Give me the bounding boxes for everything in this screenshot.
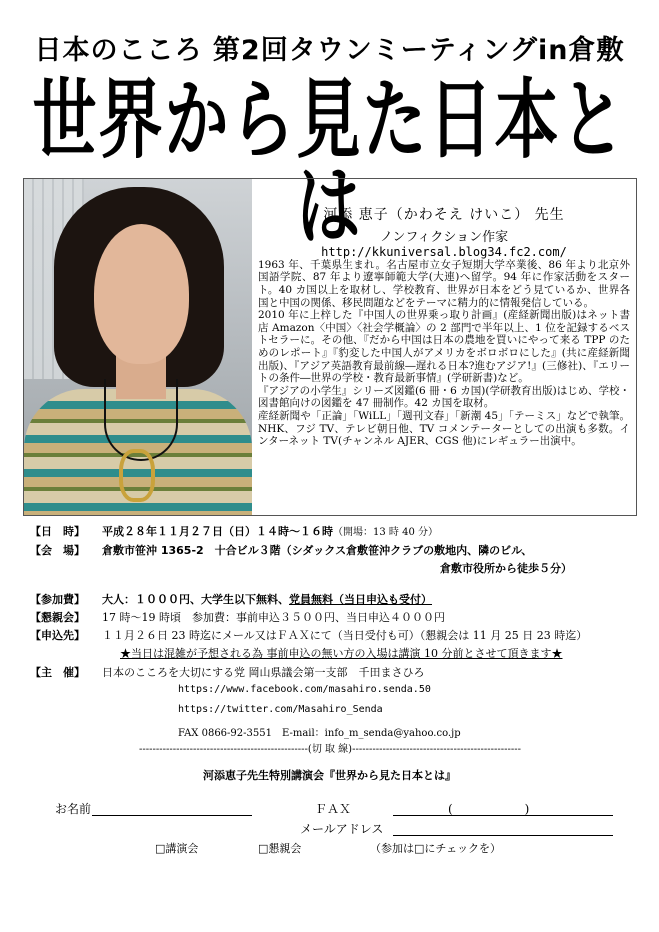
- speaker-bio: [258, 179, 630, 448]
- cut-line: --------------------------------------------------(切 取 線)--------------------------------------------------: [138, 744, 522, 755]
- venue-label: 【会 場】: [30, 544, 85, 557]
- venue-row-2: [440, 560, 572, 576]
- fee-value-2: 党員無料（当日申込も受付）: [289, 593, 432, 606]
- host-facebook[interactable]: https://www.facebook.com/masahiro.senda.50: [178, 684, 431, 695]
- date-note: （開場：13 時 40 分）: [333, 527, 438, 538]
- fee-value: 大人：１０００円、大学生以下無料、: [102, 593, 289, 606]
- apply-row: [30, 627, 587, 643]
- party-value: 17 時～19 時頃 参加費：事前申込３５００円、当日申込４０００円: [102, 611, 445, 624]
- name-field[interactable]: [92, 815, 252, 816]
- party-label: 【懇親会】: [30, 611, 85, 624]
- fee-label: 【参加費】: [30, 593, 85, 606]
- speaker-role: ノンフィクション作家: [379, 229, 509, 245]
- fee-row: [30, 591, 432, 607]
- party-row: [30, 609, 445, 625]
- date-label: 【日 時】: [30, 525, 85, 538]
- bio-paragraph: 1963 年、千葉県生まれ。名古屋市立女子短期大学卒業後、86 年より北京外国語学院、87 年より遼寧師範大学(大連)へ留学。94 年に作家活動をスタート。40 カ国以上を取材し、学校教育、世界が日本をどう見ているか、世界各国と中国の関係、移民問題などをテーマに精力的に情報発信している。: [258, 258, 630, 309]
- date-value: 平成２８年１１月２７日（日）１４時～１６時: [102, 525, 333, 538]
- mail-field[interactable]: [393, 835, 613, 836]
- apply-label: 【申込先】: [30, 629, 85, 642]
- venue-value: 倉敷市笹沖 1365-2 十合ビル３階（シダックス倉敷笹沖クラブの敷地内、隣のビル、: [102, 544, 533, 557]
- host-value: 日本のこころを大切にする党 岡山県議会第一支部 千田まさひろ: [102, 666, 425, 679]
- notice-row: [120, 645, 562, 661]
- host-label: 【主 催】: [30, 666, 85, 679]
- host-row: [30, 664, 425, 680]
- bio-paragraph: 産経新聞や「正論」「WiLL」「週刊文春」「新潮 45」「テーミス」などで執筆。NHK、フジ TV、テレビ朝日他、TV コメンテーターとしての出演も多数。インターネット TV(チャンネル AJER、CGS 他)にレギュラー出演中。: [258, 409, 630, 448]
- mail-label: メールアドレス: [300, 822, 384, 836]
- notice: ★当日は混雑が予想される為 事前申込の無い方の入場は講演 10 分前とさせて頂きます★: [120, 647, 563, 660]
- fax-field[interactable]: [393, 815, 613, 816]
- date-row: [30, 523, 438, 539]
- apply-value: １１月２６日 23 時迄にメール又はＦＡＸにて（当日受付も可）（懇親会は 11 月 25 日 23 時迄）: [102, 629, 588, 642]
- speaker-name: 河添 恵子（かわそえ けいこ） 先生: [323, 207, 565, 223]
- speaker-url[interactable]: http://kkuniversal.blog34.fc2.com/: [321, 245, 567, 260]
- host-twitter[interactable]: https://twitter.com/Masahiro_Senda: [178, 704, 383, 715]
- opt-note: （参加は□にチェックを）: [370, 842, 502, 855]
- form-title: 河添恵子先生特別講演会『世界から見た日本とは』: [203, 769, 456, 782]
- speaker-photo: [24, 179, 252, 515]
- event-title: 世界から見た日本とは: [32, 71, 627, 258]
- name-label: お名前: [55, 802, 92, 816]
- opt-lecture[interactable]: □講演会: [155, 842, 199, 855]
- bio-paragraph: 2010 年に上梓した『中国人の世界乗っ取り計画』(産経新聞出版)はネット書店 Amazon〈中国〉〈社会学概論〉の 2 部門で半年以上、1 位を記録するベストセラーに。その他、『だから中国は日本の農地を買いにやって来る TPP のためのレポート』『豹変した中国人がアメリカをボロボロにした』(共に産経新聞出版)、『アジア英語教育最前線―遅れる日本?進むアジア!』(三修社)、『エリートの条件―世界の学校・教育最新事情』(学研新書)など。: [258, 309, 630, 385]
- bio-paragraph: 『アジアの小学生』シリーズ図鑑(6 冊・6 カ国)(学研教育出版)はじめ、学校・図書館向けの図鑑を 47 冊制作。42 カ国を取材。: [258, 384, 630, 410]
- speaker-profile: [23, 178, 637, 516]
- event-subtitle: 日本のこころ 第2回タウンミーティングin倉敷: [34, 35, 625, 66]
- venue-value-2: 倉敷市役所から徒歩５分）: [440, 562, 572, 575]
- fax-paren: ( ): [448, 802, 530, 816]
- host-contact: FAX 0866-92-3551 E-mail：info_m_senda@yahoo.co.jp: [178, 728, 461, 739]
- venue-row: [30, 542, 532, 558]
- fax-label: ＦＡＸ: [315, 802, 352, 816]
- opt-party[interactable]: □懇親会: [258, 842, 302, 855]
